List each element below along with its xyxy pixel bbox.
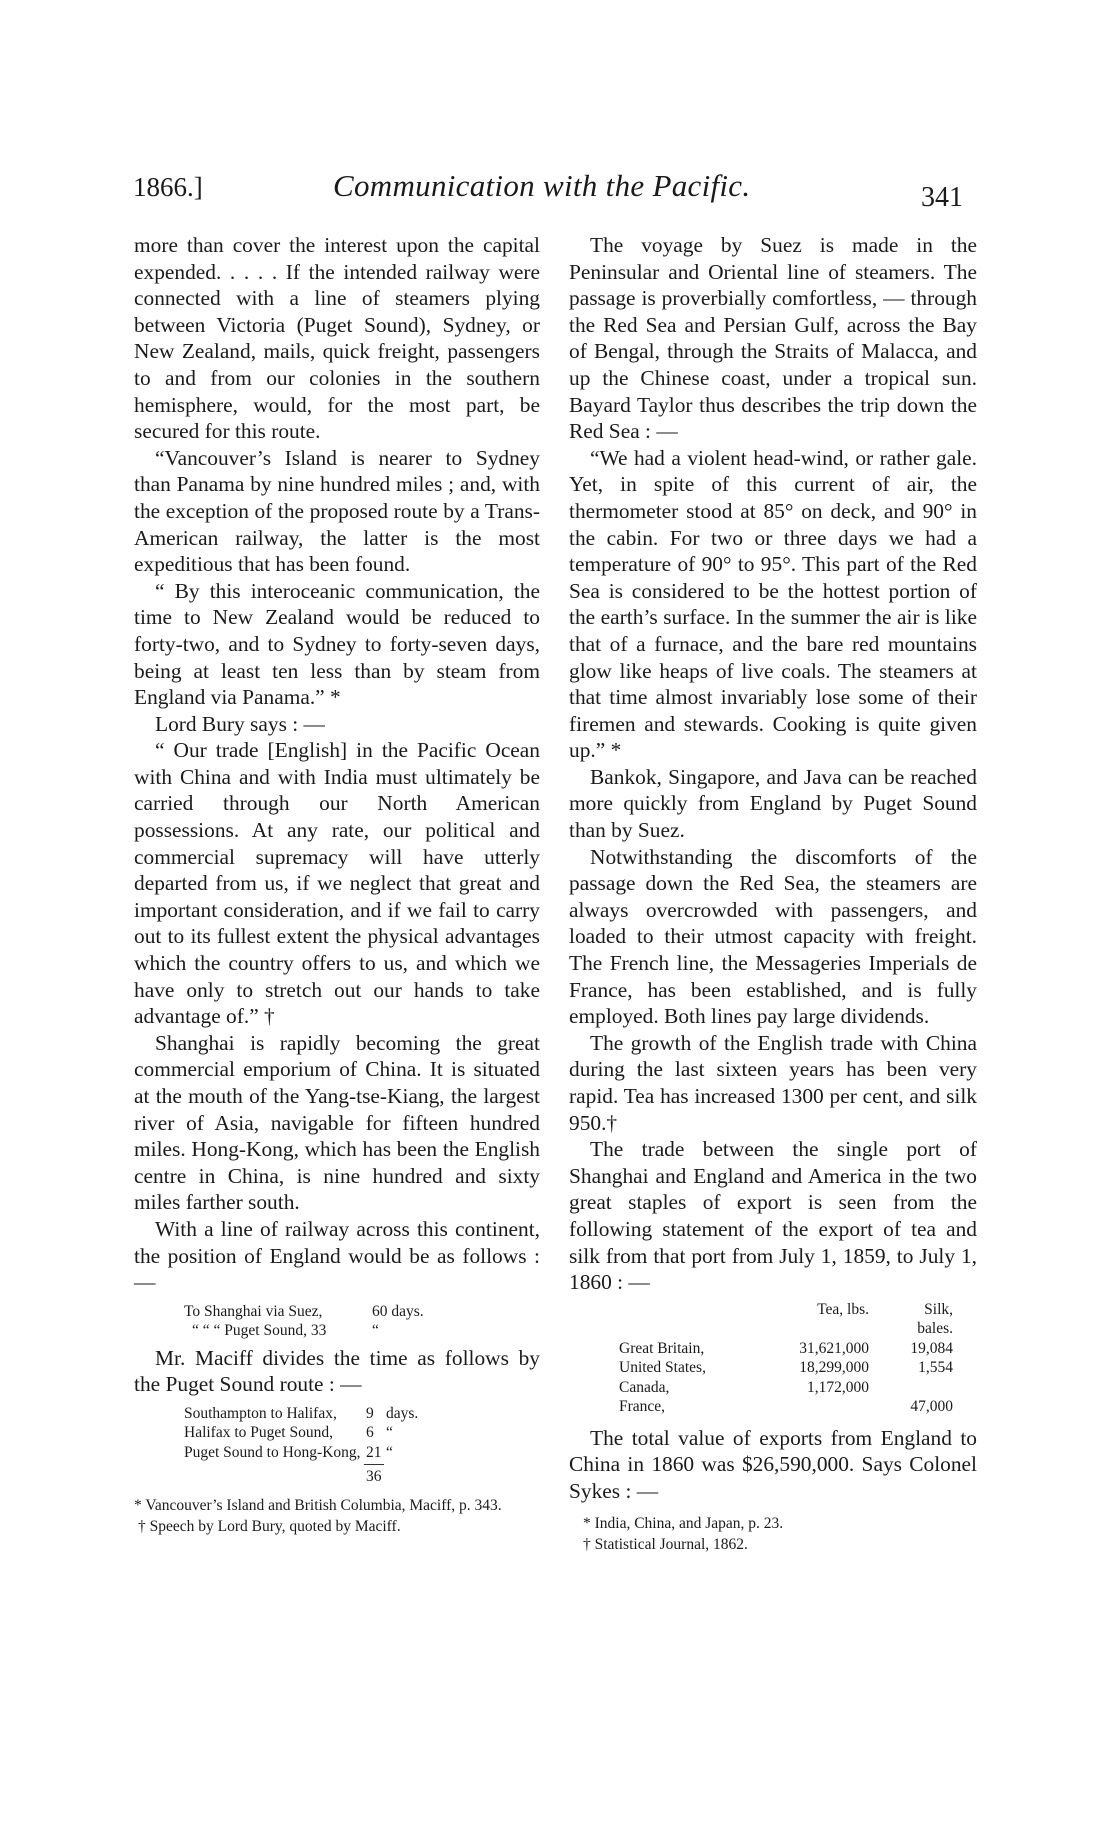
table-cell: Halifax to Puget Sound,: [184, 1424, 333, 1442]
paragraph: “We had a violent head-wind, or rather gale. Yet, in spite of this current of air, the thermometer stood at 85° on deck, and 90° in the cabin. For two or three days we had a temperature of 90° to 95°. This part of the Red Sea is considered to be the hottest portion of the earth’s surface. In the summer the air is like that of a furnace, and the bare red mountains glow like heaps of live coals. The steamers at that time almost invariably lose some of their firemen and stewards. Cooking is quite given up.” *: [569, 445, 977, 763]
paragraph: With a line of railway across this continent, the position of England would be as follows : —: [134, 1216, 540, 1295]
header-year: 1866.]: [133, 172, 203, 202]
table-row: [134, 1404, 540, 1424]
table-cell: “ “ “ Puget Sound, 33: [192, 1322, 327, 1340]
table-row: [569, 1339, 977, 1359]
right-column: [569, 232, 977, 1555]
table-cell: Great Britain,: [619, 1339, 705, 1357]
paragraph: more than cover the interest upon the capital expended. . . . . If the intended railway were connected with a line of steamers plying between Victoria (Puget Sound), Sydney, or New Zealand, mails, quick freight, passengers to and from our colonies in the southern hemisphere, would, for the most part, be secured for this route.: [134, 233, 540, 444]
table-cell: France,: [619, 1398, 666, 1416]
table-cell: 9: [366, 1404, 374, 1422]
table-cell: “: [372, 1322, 379, 1340]
table-cell: 60 days.: [372, 1302, 424, 1320]
table-row: [569, 1358, 977, 1378]
paragraph: Lord Bury says : —: [155, 711, 325, 736]
table-cell: [569, 1300, 749, 1339]
paragraph: “ Our trade [English] in the Pacific Ocean with China and with India must ultimately be carried through our North American possessions. At any rate, our political and commercial supremacy will have utterly departed from us, if we neglect that great and important consideration, and if we fail to carry out to its fullest extent the physical advantages which the country offers to us, and which we have only to stretch out our hands to take advantage of.” †: [134, 738, 540, 1029]
table-cell: 6: [366, 1424, 374, 1442]
table-cell: Southampton to Halifax,: [184, 1404, 337, 1422]
table-cell: Puget Sound to Hong-Kong,: [184, 1443, 361, 1461]
paragraph: The voyage by Suez is made in the Peninsular and Oriental line of steamers. The passage is proverbially comfortless, — through the Red Sea and Persian Gulf, across the Bay of Bengal, through the Straits of Malacca, and up the Chinese coast, under a tropical sun. Bayard Taylor thus describes the trip down the Red Sea : —: [569, 233, 977, 444]
table-cell: United States,: [619, 1359, 706, 1377]
paragraph: The growth of the English trade with China during the last sixteen years has been very rapid. Tea has increased 1300 per cent, and silk 950.†: [569, 1030, 977, 1135]
table-row: [184, 1302, 540, 1322]
left-column: [134, 232, 540, 1537]
footnote: * India, China, and Japan, p. 23.: [583, 1514, 784, 1532]
paragraph: Shanghai is rapidly becoming the great commercial emporium of China. It is situated at the mouth of the Yang-tse-Kiang, the largest river of Asia, navigable for fifteen hundred miles. Hong-Kong, which has been the English centre in China, is nine hundred and sixty miles farther south.: [134, 1030, 540, 1215]
table-cell: 18,299,000: [799, 1359, 869, 1377]
footnote: * Vancouver’s Island and British Columbia, Maciff, p. 343.: [134, 1496, 502, 1514]
paragraph: Notwithstanding the discomforts of the passage down the Red Sea, the steamers are always overcrowded with passengers, and loaded to their utmost capacity with freight. The French line, the Messageries Imperials de France, has been established, and is fully employed. Both lines pay large dividends.: [569, 844, 977, 1029]
table-cell: Canada,: [619, 1378, 670, 1396]
table-cell: To Shanghai via Suez,: [184, 1302, 323, 1320]
table-header-row: [569, 1300, 977, 1339]
page-number: 341: [921, 182, 963, 213]
footnote: † Statistical Journal, 1862.: [583, 1535, 748, 1553]
table-cell: [749, 1397, 893, 1417]
export-table: [569, 1300, 977, 1417]
table-row: [569, 1378, 977, 1398]
paragraph: The trade between the single port of Shanghai and England and America in the two great staples of export is seen from the following statement of the export of tea and silk from that port from July 1, 1859, to July 1, 1860 : —: [569, 1137, 977, 1295]
paragraph: “Vancouver’s Island is nearer to Sydney than Panama by nine hundred miles ; and, with the exception of the proposed route by a Trans-American railway, the latter is the most expeditious that has been found.: [134, 445, 540, 577]
table-cell: [893, 1378, 953, 1398]
header-title: Communication with the Pacific.: [333, 168, 751, 203]
footnotes: [134, 1495, 540, 1537]
table-cell: “: [386, 1424, 393, 1442]
table-cell: 1,554: [918, 1359, 953, 1377]
running-header: [133, 168, 963, 218]
paragraph: “ By this interoceanic communication, the time to New Zealand would be reduced to forty-two, and to Sydney to forty-seven days, being at least ten less than by steam from England via Panama.” *: [134, 578, 540, 710]
table-row: [134, 1443, 540, 1463]
table-cell: 19,084: [910, 1339, 953, 1357]
table-row: [134, 1423, 540, 1443]
table-cell: “: [386, 1443, 393, 1461]
paragraph: Bankok, Singapore, and Java can be reached more quickly from England by Puget Sound than by Suez.: [569, 764, 977, 843]
footnotes: [569, 1513, 977, 1555]
table-cell: 31,621,000: [799, 1339, 869, 1357]
table-row: [184, 1321, 540, 1341]
table-cell: 21: [366, 1443, 382, 1461]
column-header-tea: Tea, lbs.: [817, 1300, 869, 1318]
paragraph: The total value of exports from England to China in 1860 was $26,590,000. Says Colonel Sykes : —: [569, 1425, 977, 1503]
sum-rule: [364, 1464, 384, 1465]
travel-time-table: [134, 1302, 540, 1341]
route-legs-table: [134, 1404, 540, 1487]
table-cell: 47,000: [910, 1398, 953, 1416]
table-total: 36: [366, 1468, 382, 1486]
table-cell: 1,172,000: [807, 1378, 869, 1396]
column-header-silk: Silk, bales.: [917, 1300, 953, 1338]
table-cell: days.: [386, 1404, 419, 1422]
table-row: [569, 1397, 977, 1417]
paragraph: Mr. Maciff divides the time as follows by the Puget Sound route : —: [134, 1345, 540, 1397]
footnote: † Speech by Lord Bury, quoted by Maciff.: [138, 1517, 401, 1535]
